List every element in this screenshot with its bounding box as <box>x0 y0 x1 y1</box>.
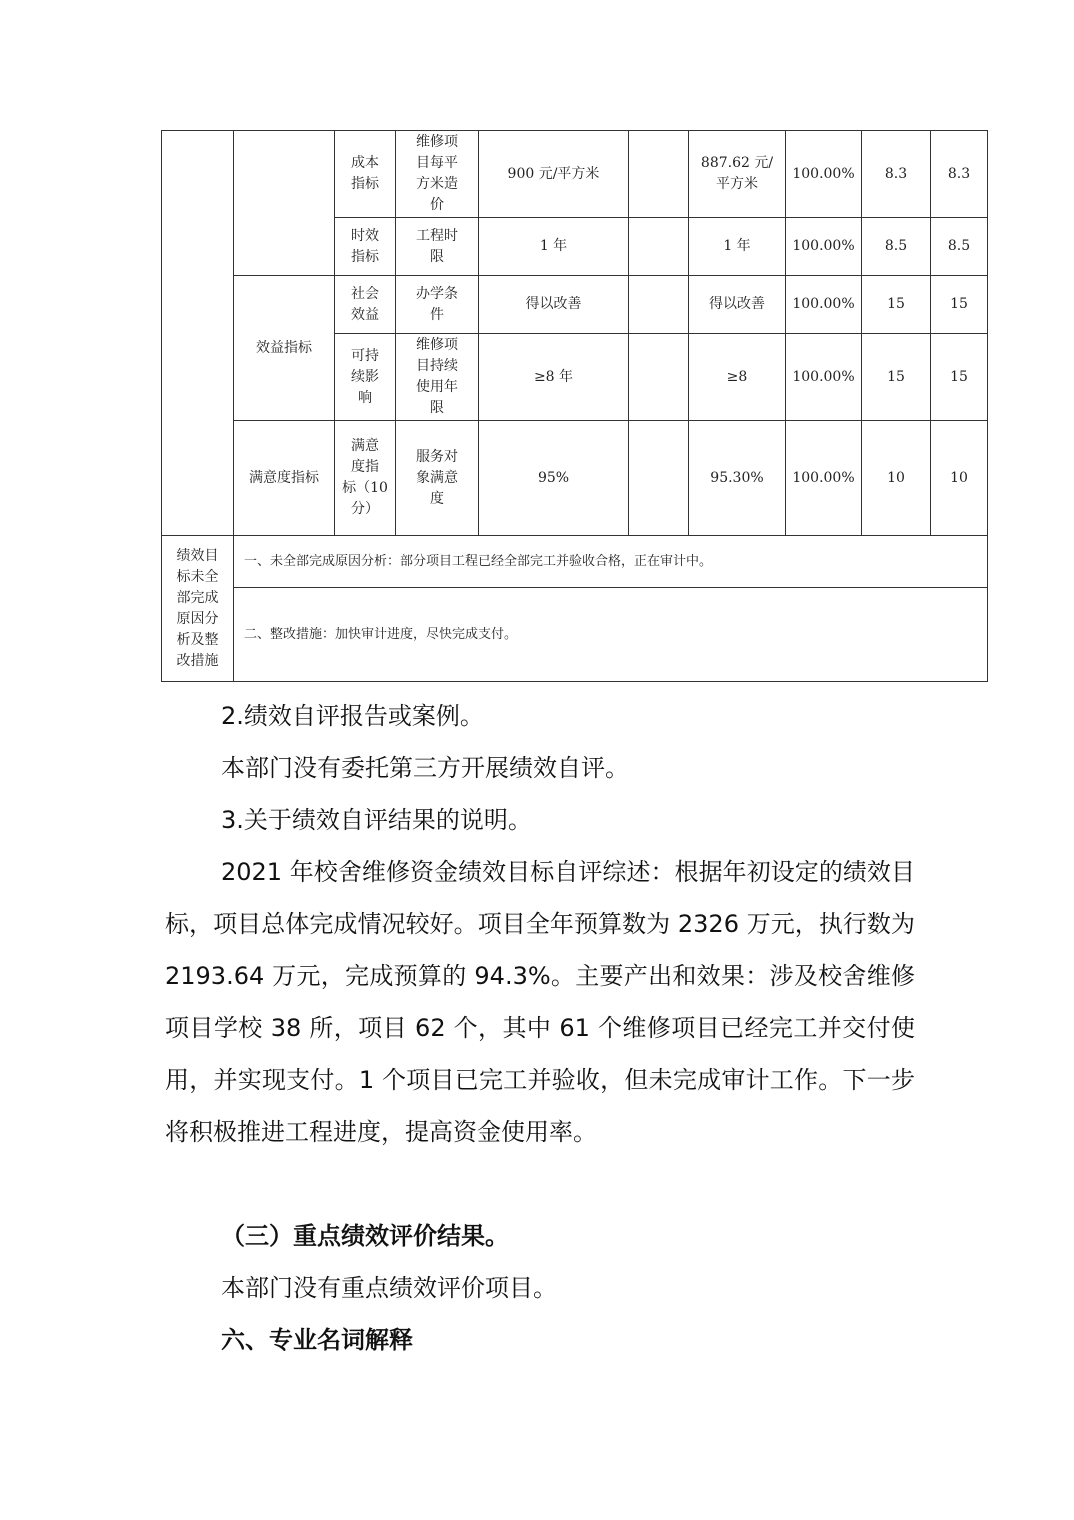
indicator-cell: 维修项 目每平 方米造 价 <box>396 131 479 218</box>
measures-cell: 二、整改措施：加快审计进度，尽快完成支付。 <box>234 588 988 682</box>
rate-cell: 100.00% <box>786 131 862 218</box>
weight-cell: 8.3 <box>862 131 931 218</box>
sub-indicator-cell: 时效 指标 <box>335 218 396 276</box>
rate-cell: 100.00% <box>786 334 862 421</box>
weight-cell: 10 <box>862 421 931 536</box>
rate-cell: 100.00% <box>786 218 862 276</box>
actual-cell: 1 年 <box>689 218 786 276</box>
indicator-cell: 维修项 目持续 使用年 限 <box>396 334 479 421</box>
actual-cell: 得以改善 <box>689 276 786 334</box>
weight-cell: 15 <box>862 334 931 421</box>
paragraph-summary: 2021 年校舍维修资金绩效目标自评综述：根据年初设定的绩效目标，项目总体完成情况较好。项目全年预算数为 2326 万元，执行数为 2193.64 万元，完成预算的 94.3%。主要产出和效果：涉及校舍维修项目学校 38 所，项目 62 个，其中 61 个维修项目已经完工并交付使用，并实现支付。1 个项目已完工并验收，但未完成审计工作。下一步将积极推进工程进度，提高资金使用率。 <box>165 858 915 1146</box>
extra-cell <box>629 334 689 421</box>
heading-glossary: 六、专业名词解释 <box>221 1326 413 1354</box>
incomplete-label-cell: 绩效目 标未全 部完成 原因分 析及整 改措施 <box>162 536 234 682</box>
extra-cell <box>629 421 689 536</box>
sub-indicator-cell: 满意 度指 标（10 分） <box>335 421 396 536</box>
actual-cell: 887.62 元/ 平方米 <box>689 131 786 218</box>
actual-cell: ≥8 <box>689 334 786 421</box>
satisfaction-category-cell: 满意度指标 <box>234 421 335 536</box>
output-category-cell <box>234 131 335 276</box>
score-cell: 15 <box>931 334 988 421</box>
target-cell: 1 年 <box>479 218 629 276</box>
table-row-social-benefit <box>162 276 988 334</box>
target-cell: 900 元/平方米 <box>479 131 629 218</box>
table-row-satisfaction <box>162 421 988 536</box>
indicator-cell: 办学条 件 <box>396 276 479 334</box>
rate-cell: 100.00% <box>786 421 862 536</box>
extra-cell <box>629 218 689 276</box>
target-cell: 得以改善 <box>479 276 629 334</box>
extra-cell <box>629 131 689 218</box>
paragraph-no-key-evaluation: 本部门没有重点绩效评价项目。 <box>221 1274 557 1302</box>
target-cell: 95% <box>479 421 629 536</box>
rate-cell: 100.00% <box>786 276 862 334</box>
indicator-cell: 工程时 限 <box>396 218 479 276</box>
sub-indicator-cell: 社会 效益 <box>335 276 396 334</box>
actual-cell: 95.30% <box>689 421 786 536</box>
weight-cell: 15 <box>862 276 931 334</box>
score-cell: 15 <box>931 276 988 334</box>
sub-indicator-cell: 可持 续影 响 <box>335 334 396 421</box>
paragraph-result-explanation: 3.关于绩效自评结果的说明。 <box>221 806 532 834</box>
paragraph-self-eval-report: 2.绩效自评报告或案例。 <box>221 702 484 730</box>
table-row-measures <box>162 588 988 682</box>
left-category-cell <box>162 131 234 536</box>
heading-key-evaluation: （三）重点绩效评价结果。 <box>221 1222 509 1250</box>
table-row-cost <box>162 131 988 218</box>
indicator-cell: 服务对 象满意 度 <box>396 421 479 536</box>
incomplete-reason-cell: 一、未全部完成原因分析：部分项目工程已经全部完工并验收合格，正在审计中。 <box>234 536 988 588</box>
target-cell: ≥8 年 <box>479 334 629 421</box>
score-cell: 10 <box>931 421 988 536</box>
sub-indicator-cell: 成本 指标 <box>335 131 396 218</box>
performance-table <box>161 130 988 682</box>
weight-cell: 8.5 <box>862 218 931 276</box>
paragraph-no-third-party: 本部门没有委托第三方开展绩效自评。 <box>221 754 629 782</box>
score-cell: 8.5 <box>931 218 988 276</box>
score-cell: 8.3 <box>931 131 988 218</box>
benefit-category-cell: 效益指标 <box>234 276 335 421</box>
extra-cell <box>629 276 689 334</box>
table-row-incomplete-reason <box>162 536 988 588</box>
